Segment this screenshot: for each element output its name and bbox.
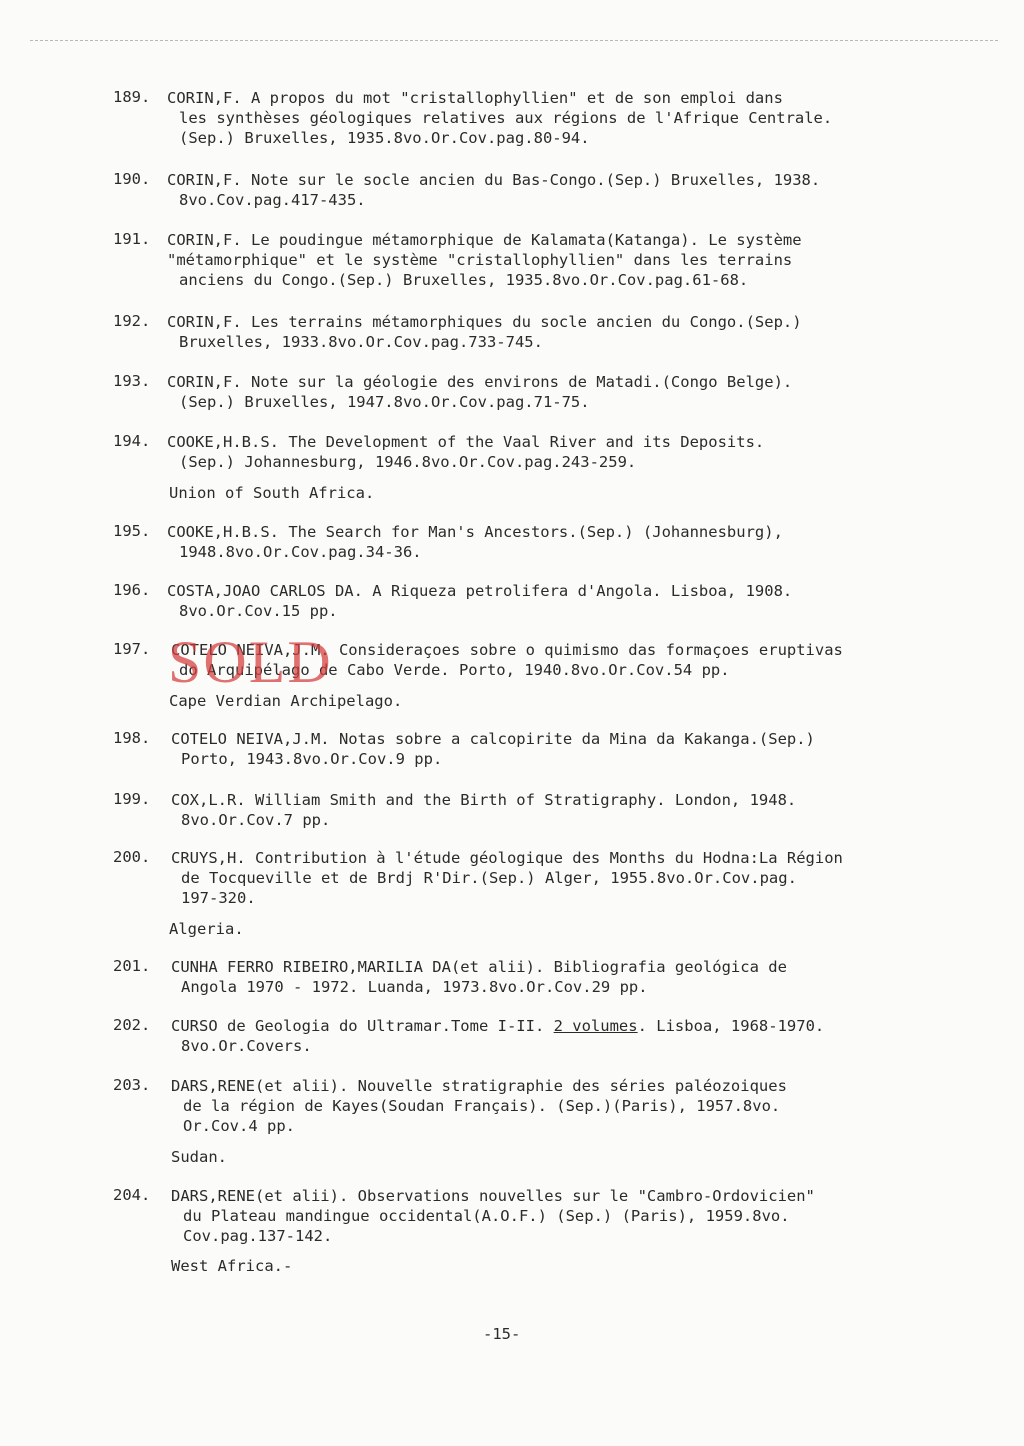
entry-line: COOKE,H.B.S. The Search for Man's Ancestors.(Sep.) (Johannesburg), bbox=[167, 523, 783, 541]
entry-line: 197-320. bbox=[181, 889, 256, 907]
entry-number: 201. bbox=[113, 957, 151, 975]
entry-line: "métamorphique" et le système "cristallophyllien" dans les terrains bbox=[167, 251, 793, 269]
entry-number: 195. bbox=[113, 522, 151, 540]
entry-line: COOKE,H.B.S. The Development of the Vaal River and its Deposits. bbox=[167, 433, 765, 451]
entry-line: (Sep.) Johannesburg, 1946.8vo.Or.Cov.pag.243-259. bbox=[179, 453, 637, 471]
entry-line: DARS,RENE(et alii). Observations nouvelles sur le "Cambro-Ordovicien" bbox=[171, 1187, 815, 1205]
entry-line: Bruxelles, 1933.8vo.Or.Cov.pag.733-745. bbox=[179, 333, 543, 351]
entry-line: Porto, 1943.8vo.Or.Cov.9 pp. bbox=[181, 750, 443, 768]
entry-number: 189. bbox=[113, 88, 151, 106]
entry-number: 196. bbox=[113, 581, 151, 599]
entry-line: 8vo.Or.Covers. bbox=[181, 1037, 312, 1055]
entry-note: West Africa.- bbox=[171, 1257, 293, 1275]
entry-note: Sudan. bbox=[171, 1148, 227, 1166]
entry-number: 199. bbox=[113, 790, 151, 808]
entry-line: Or.Cov.4 pp. bbox=[183, 1117, 295, 1135]
entry-number: 197. bbox=[113, 640, 151, 658]
entry-line: de Tocqueville et de Brdj R'Dir.(Sep.) Alger, 1955.8vo.Or.Cov.pag. bbox=[181, 869, 797, 887]
entry-line: do Arquipélago de Cabo Verde. Porto, 1940.8vo.Or.Cov.54 pp. bbox=[179, 661, 730, 679]
entry-line bbox=[171, 1016, 824, 1036]
page-number: -15- bbox=[483, 1325, 521, 1343]
entry-number: 190. bbox=[113, 170, 151, 188]
entry-line: du Plateau mandingue occidental(A.O.F.) (Sep.) (Paris), 1959.8vo. bbox=[183, 1207, 790, 1225]
entry-note: Union of South Africa. bbox=[169, 484, 375, 502]
entry-line: CORIN,F. Note sur la géologie des environs de Matadi.(Congo Belge). bbox=[167, 373, 793, 391]
entry-line: CRUYS,H. Contribution à l'étude géologique des Months du Hodna:La Région bbox=[171, 849, 843, 867]
entry-number: 204. bbox=[113, 1186, 151, 1204]
entry-number: 203. bbox=[113, 1076, 151, 1094]
entry-line: 8vo.Or.Cov.15 pp. bbox=[179, 602, 338, 620]
entry-line: Cov.pag.137-142. bbox=[183, 1227, 333, 1245]
entry-line: DARS,RENE(et alii). Nouvelle stratigraphie des séries paléozoiques bbox=[171, 1077, 787, 1095]
entry-line: 1948.8vo.Or.Cov.pag.34-36. bbox=[179, 543, 422, 561]
entry-line: (Sep.) Bruxelles, 1935.8vo.Or.Cov.pag.80-94. bbox=[179, 129, 590, 147]
entry-line: anciens du Congo.(Sep.) Bruxelles, 1935.8vo.Or.Cov.pag.61-68. bbox=[179, 271, 749, 289]
entry-number: 194. bbox=[113, 432, 151, 450]
entry-line: 8vo.Cov.pag.417-435. bbox=[179, 191, 366, 209]
entry-text: . Lisboa, 1968-1970. bbox=[637, 1017, 825, 1035]
entry-line: COTELO NEIVA,J.M. Consideraçoes sobre o quimismo das formaçoes eruptivas bbox=[171, 641, 843, 659]
underlined-volumes: 2 volumes bbox=[553, 1017, 638, 1035]
entry-note: Cape Verdian Archipelago. bbox=[169, 692, 403, 710]
entry-number: 202. bbox=[113, 1016, 151, 1034]
entry-line: 8vo.Or.Cov.7 pp. bbox=[181, 811, 331, 829]
entry-line: (Sep.) Bruxelles, 1947.8vo.Or.Cov.pag.71-75. bbox=[179, 393, 590, 411]
entry-number: 192. bbox=[113, 312, 151, 330]
entry-line: COSTA,JOAO CARLOS DA. A Riqueza petrolifera d'Angola. Lisboa, 1908. bbox=[167, 582, 793, 600]
entry-line: COX,L.R. William Smith and the Birth of Stratigraphy. London, 1948. bbox=[171, 791, 797, 809]
entry-number: 193. bbox=[113, 372, 151, 390]
entry-text: CURSO de Geologia do Ultramar.Tome I-II. bbox=[171, 1017, 554, 1035]
entry-line: les synthèses géologiques relatives aux régions de l'Afrique Centrale. bbox=[179, 109, 833, 127]
entry-line: CORIN,F. Note sur le socle ancien du Bas-Congo.(Sep.) Bruxelles, 1938. bbox=[167, 171, 821, 189]
entry-line: CORIN,F. Les terrains métamorphiques du socle ancien du Congo.(Sep.) bbox=[167, 313, 802, 331]
entry-line: CORIN,F. A propos du mot "cristallophyllien" et de son emploi dans bbox=[167, 89, 783, 107]
entry-number: 200. bbox=[113, 848, 151, 866]
entry-line: COTELO NEIVA,J.M. Notas sobre a calcopirite da Mina da Kakanga.(Sep.) bbox=[171, 730, 815, 748]
entry-line: de la région de Kayes(Soudan Français). (Sep.)(Paris), 1957.8vo. bbox=[183, 1097, 781, 1115]
entry-note: Algeria. bbox=[169, 920, 244, 938]
entry-line: CORIN,F. Le poudingue métamorphique de Kalamata(Katanga). Le système bbox=[167, 231, 802, 249]
entry-number: 191. bbox=[113, 230, 151, 248]
entry-number: 198. bbox=[113, 729, 151, 747]
entry-line: Angola 1970 - 1972. Luanda, 1973.8vo.Or.Cov.29 pp. bbox=[181, 978, 648, 996]
entry-line: CUNHA FERRO RIBEIRO,MARILIA DA(et alii). Bibliografia geológica de bbox=[171, 958, 787, 976]
sold-stamp: SOLD bbox=[168, 629, 333, 695]
